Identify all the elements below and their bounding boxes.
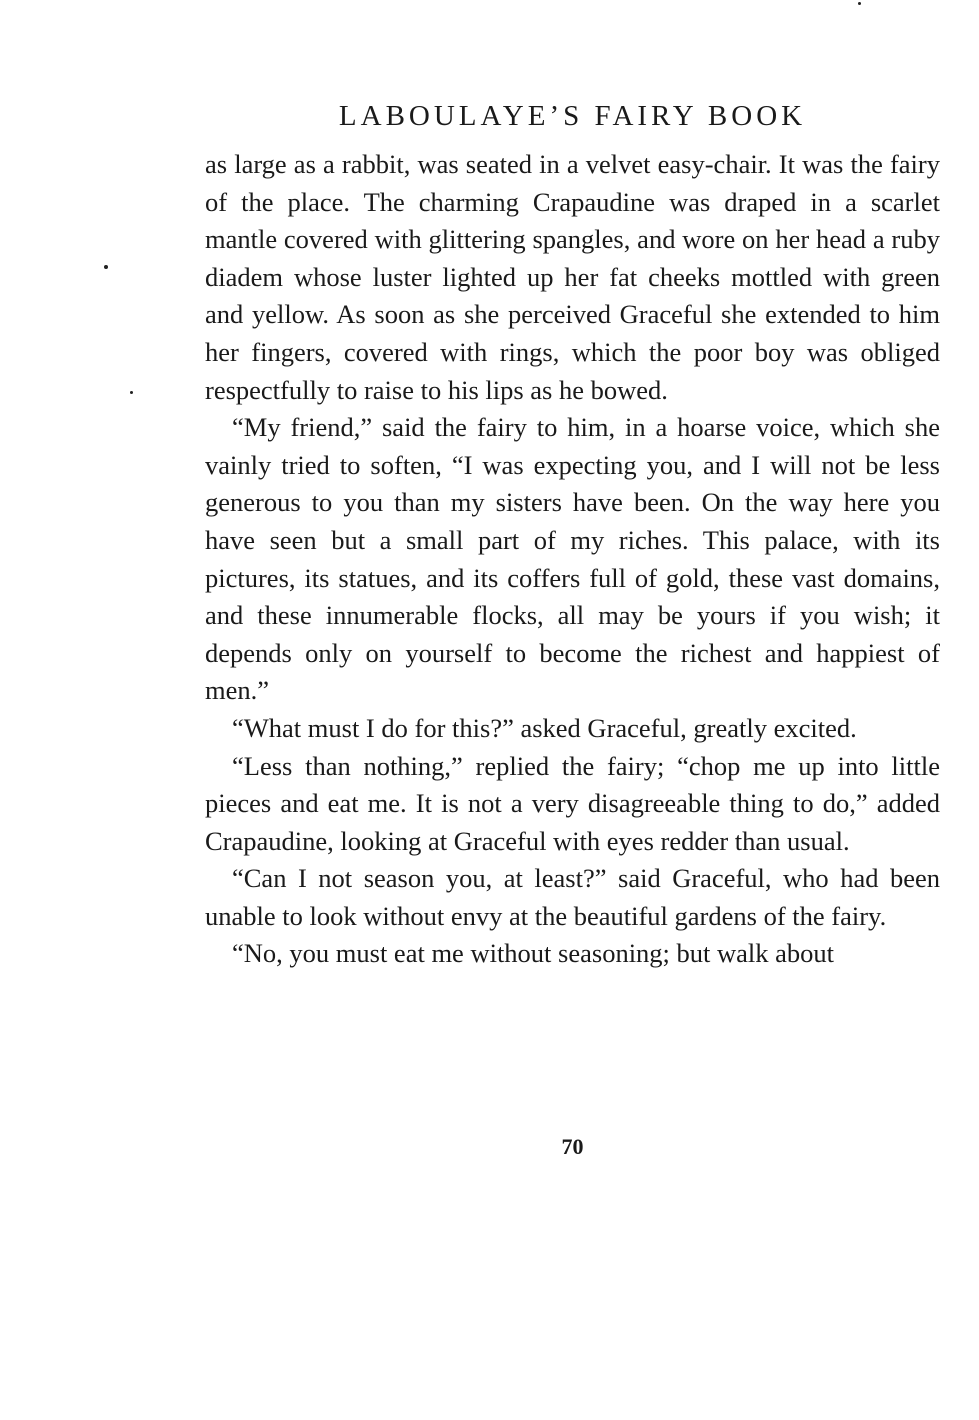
paragraph: “My friend,” said the fairy to him, in a hoarse voice, which she vainly tried to soften, “I was expecting you, and I will not be less generous to you than my sisters have been. On the way here you have seen but a small part of my riches. This palace, with its pictures, its statues, and its coffers full of gold, these vast domains, and these innumerable flocks, all may be yours if you wish; it depends only on yourself to become the richest and happiest of men.” [205,412,940,706]
paragraph: “Less than nothing,” replied the fairy; “chop me up into little pieces and eat me. It is not a very disagreeable thing to do,” added Crapaudine, looking at Graceful with eyes redder than usual. [205,750,940,856]
paragraph: as large as a rabbit, was seated in a velvet easy-chair. It was the fairy of the place. The charming Crapaudine was draped in a scarlet mantle covered with glittering spangles, and wore on her head a ruby diadem whose luster lighted up her fat cheeks mottled with green and yellow. As soon as she perceived Graceful she extended to him her fingers, covered with rings, which the poor boy was obliged respectfully to raise to his lips as he bowed. [205,149,940,405]
paragraph: “Can I not season you, at least?” said Graceful, who had been unable to look without envy at the beautiful gardens of the fairy. [205,863,940,931]
running-head: LABOULAYE’S FAIRY BOOK [338,100,807,132]
scan-speck [130,391,133,394]
scan-speck [104,265,108,269]
paragraph: “What must I do for this?” asked Graceful, greatly excited. [232,712,857,743]
body-text [205,146,940,973]
paragraph: “No, you must eat me without seasoning; but walk about [232,938,835,969]
scan-speck [858,2,861,5]
page-number: 70 [561,1134,584,1159]
